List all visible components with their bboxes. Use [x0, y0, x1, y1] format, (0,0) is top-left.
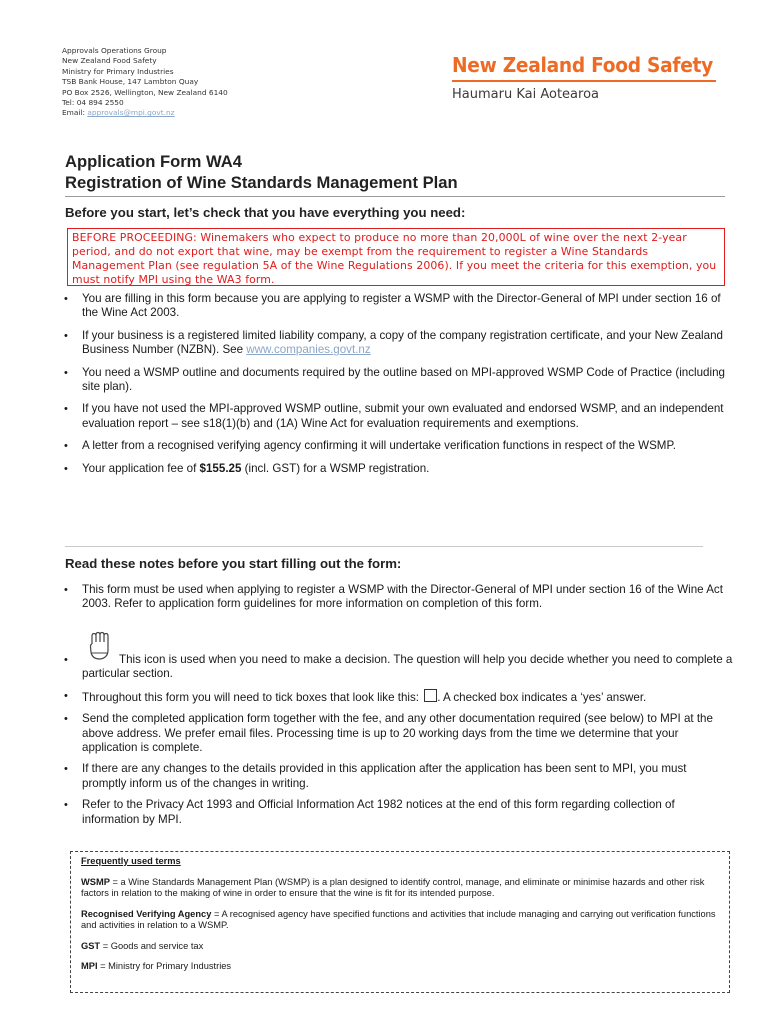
term-name: Recognised Verifying Agency	[81, 908, 212, 919]
term-name: GST	[81, 940, 101, 951]
list-item	[62, 689, 734, 705]
terms-heading: Frequently used terms	[81, 856, 181, 866]
brand-logo	[452, 52, 718, 102]
item-text: . A checked box indicates a ‘yes’ answer.	[437, 690, 647, 704]
notes-heading: Read these notes before you start filling out the form:	[65, 556, 402, 571]
list-item: • A letter from a recognised verifying agency confirming it will undertake verification functions in respect of the WSMP.	[62, 439, 734, 453]
form-name: Registration of Wine Standards Management Plan	[65, 172, 458, 192]
item-text: If your business is a registered limited liability company, a copy of the company registration certificate, and your New Zealand Business Number (NZBN). See	[82, 328, 723, 357]
item-text: This icon is used when you need to make a decision. The question will help you decide whether you need to complete a particular section.	[82, 653, 733, 681]
address-email	[62, 108, 228, 118]
requirements-list	[62, 292, 734, 476]
term-name: MPI	[81, 961, 98, 971]
list-item: • This form must be used when applying to register a WSMP with the Director-General of MPI under section 16 of the Wine Act 2003. Refer to application form guidelines for more information on completion of this form.	[62, 583, 734, 612]
email-link[interactable]: approvals@mpi.govt.nz	[87, 108, 175, 118]
term-definition: = a Wine Standards Management Plan (WSMP) is a plan designed to identify control, manage, and eliminate or minimise hazards and other risk factors in relation to the making of wine in order to ensure that the wine is fit for its intended purpose.	[81, 876, 705, 898]
before-heading: Before you start, let’s check that you have everything you need:	[65, 205, 466, 220]
term-item	[81, 909, 719, 932]
brand-rule	[452, 80, 716, 82]
item-text: Your application fee of	[82, 461, 200, 475]
list-item: • If there are any changes to the details provided in this application after the application has been sent to MPI, you must promptly inform us of the changes in writing.	[62, 762, 734, 791]
term-item	[81, 877, 719, 900]
brand-maori-name: Haumaru Kai Aotearoa	[452, 86, 599, 102]
section-divider	[65, 546, 703, 547]
warning-box: BEFORE PROCEEDING: Winemakers who expect to produce no more than 20,000L of wine over the next 2-year period, and do not export that wine, may be exempt from the requirement to register a Wine Standards Management Plan (see regulation 5A of the Wine Regulations 2006). If you meet the criteria for this exemption, you must notify MPI using the WA3 form.	[67, 228, 725, 286]
brand-name: New Zealand Food Safety	[452, 53, 714, 77]
list-item: • You are filling in this form because you are applying to register a WSMP with the Director-General of MPI under section 16 of the Wine Act 2003.	[62, 292, 734, 321]
address-line: Approvals Operations Group	[62, 46, 167, 55]
term-item	[81, 941, 719, 953]
address-line: TSB Bank House, 147 Lambton Quay	[62, 77, 199, 87]
list-item	[62, 329, 734, 358]
title-divider	[65, 196, 725, 197]
list-item	[62, 462, 734, 476]
item-text: (incl. GST) for a WSMP registration.	[241, 461, 430, 475]
list-item: • You need a WSMP outline and documents required by the outline based on MPI-approved WSMP Code of Practice (including site plan).	[62, 366, 734, 395]
item-text: Throughout this form you will need to tick boxes that look like this:	[82, 690, 423, 704]
page-title	[65, 152, 458, 193]
list-item	[62, 653, 734, 682]
term-definition: = Ministry for Primary Industries	[97, 961, 232, 971]
address-line: New Zealand Food Safety	[62, 56, 157, 66]
address-line: PO Box 2526, Wellington, New Zealand 6140	[62, 87, 228, 97]
sender-address	[62, 46, 228, 119]
fee-amount: $155.25	[199, 461, 242, 475]
checkbox-example	[424, 689, 437, 702]
notes-list-top	[62, 583, 734, 612]
email-label: Email:	[62, 108, 88, 118]
list-item: • If you have not used the MPI-approved WSMP outline, submit your own evaluated and endorsed WSMP, and an independent evaluation report – see s18(1)(b) and (1A) Wine Act for evaluation requirements and exemptions.	[62, 402, 734, 431]
list-item: • Send the completed application form together with the fee, and any other documentation required (see below) to MPI at the above address. We prefer email files. Processing time is up to 20 working days from the time we determine that your application is complete.	[62, 712, 734, 755]
address-line: Ministry for Primary Industries	[62, 66, 174, 76]
companies-link[interactable]: www.companies.govt.nz	[246, 343, 371, 357]
form-number: Application Form WA4	[65, 152, 243, 171]
term-name: WSMP	[81, 876, 110, 887]
term-item	[81, 961, 719, 973]
notes-list	[62, 653, 734, 827]
address-line: Tel: 04 894 2550	[62, 98, 124, 108]
list-item: • Refer to the Privacy Act 1993 and Official Information Act 1982 notices at the end of this form regarding collection of information by MPI.	[62, 798, 734, 827]
term-definition: = Goods and service tax	[100, 940, 204, 951]
terms-box	[70, 851, 730, 993]
term-definition: = A recognised agency have specified functions and activities that include managing and carrying out verification functions and activities in relation to a WSMP.	[81, 908, 716, 930]
